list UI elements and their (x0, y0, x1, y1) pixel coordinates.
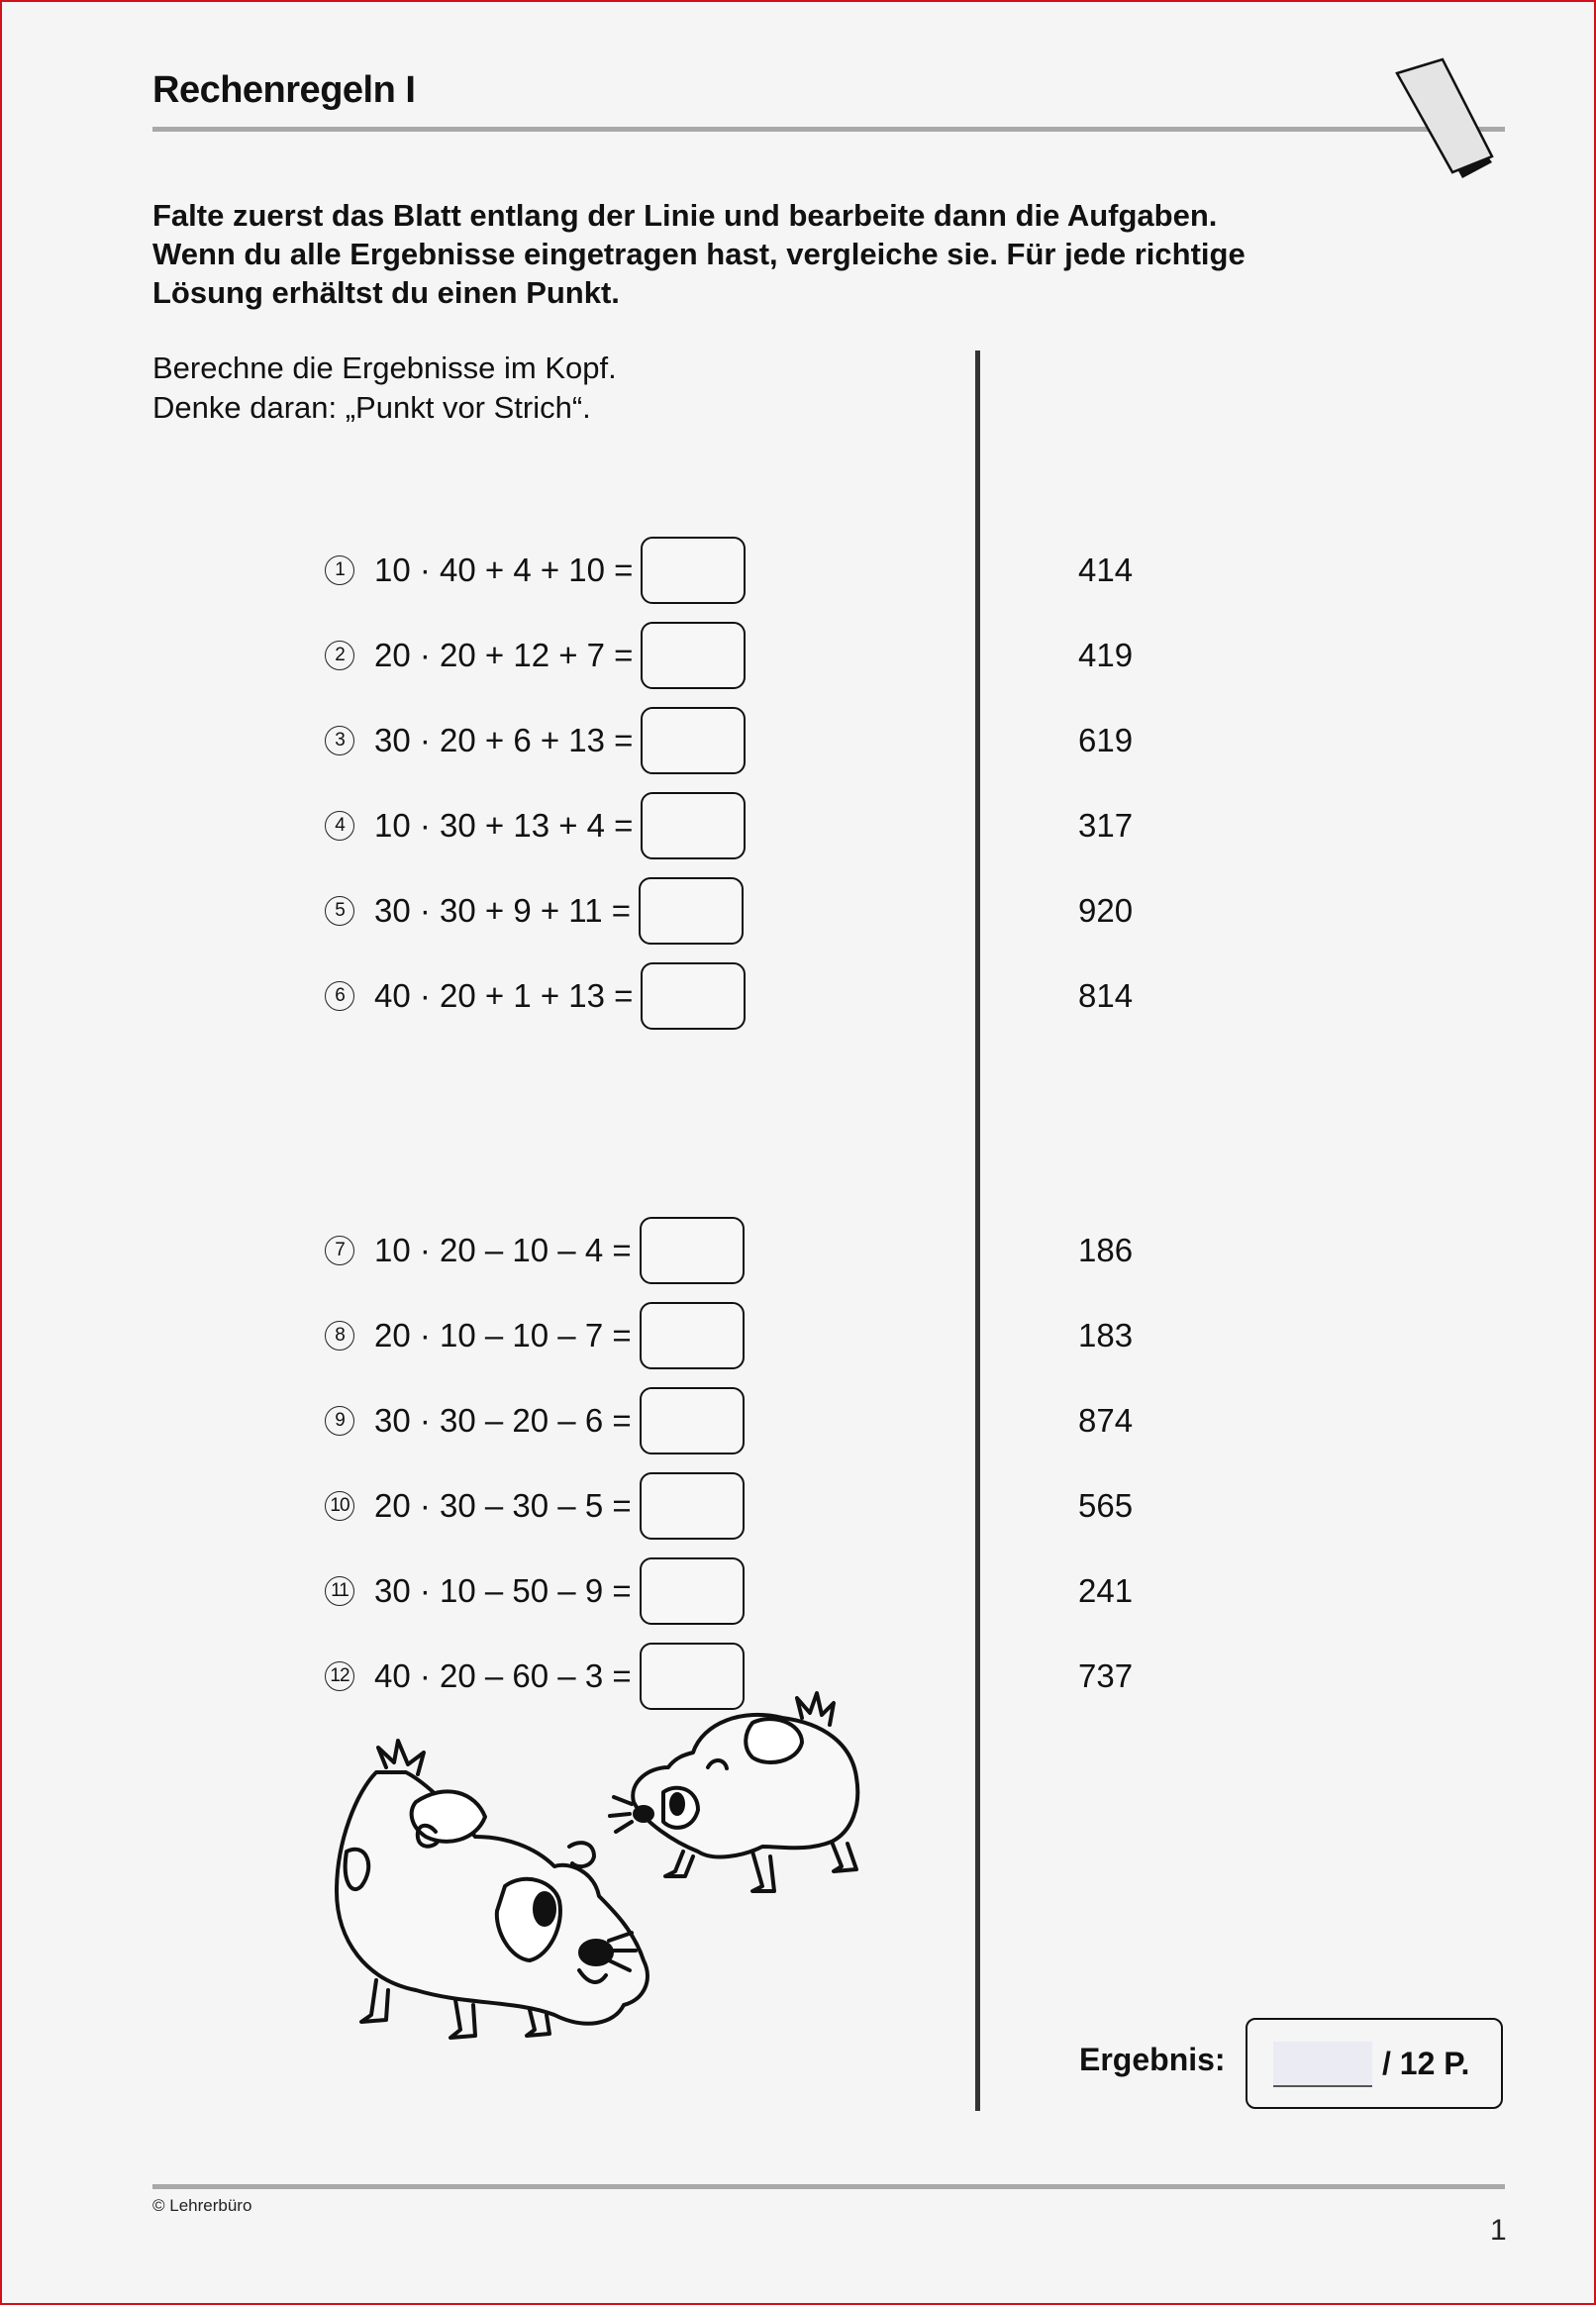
solution-value: 874 (1078, 1402, 1134, 1439)
result-label: Ergebnis: (1079, 2042, 1226, 2077)
answer-box[interactable] (640, 1472, 745, 1540)
page-number: 1 (1490, 2214, 1507, 2247)
exercise-row (325, 621, 746, 690)
exercise-expression: 10 · 30 + 13 + 4 = (374, 807, 634, 844)
instruction-line: Falte zuerst das Blatt entlang der Linie und bearbeite dann die Aufgaben. (152, 198, 1218, 233)
answer-box[interactable] (641, 792, 746, 859)
exercise-number: 6 (325, 981, 354, 1011)
exercise-number: 8 (325, 1321, 354, 1351)
exercise-row (325, 1216, 745, 1285)
task-line: Denke daran: „Punkt vor Strich“. (152, 390, 591, 425)
fold-marker-icon (1391, 57, 1500, 186)
exercise-expression: 30 · 10 – 50 – 9 = (374, 1572, 632, 1609)
exercise-expression: 10 · 20 – 10 – 4 = (374, 1232, 632, 1268)
solution-value: 317 (1078, 807, 1134, 844)
exercise-row (325, 706, 746, 775)
exercise-row (325, 791, 746, 860)
task-line: Berechne die Ergebnisse im Kopf. (152, 351, 617, 385)
result-box (1246, 2018, 1503, 2109)
page-title: Rechenregeln I (152, 69, 416, 111)
answer-box[interactable] (640, 1387, 745, 1454)
solution-value: 565 (1078, 1487, 1134, 1524)
exercise-expression: 20 · 10 – 10 – 7 = (374, 1317, 632, 1353)
exercise-expression: 30 · 30 + 9 + 11 = (374, 892, 632, 929)
exercise-expression: 30 · 20 + 6 + 13 = (374, 722, 634, 758)
solution-value: 419 (1078, 637, 1134, 673)
answer-box[interactable] (639, 877, 744, 945)
exercise-number: 1 (325, 555, 354, 585)
solution-value: 619 (1078, 722, 1134, 758)
answer-box[interactable] (641, 537, 746, 604)
exercise-row (325, 961, 746, 1031)
copyright: © Lehrerbüro (152, 2196, 252, 2215)
exercise-row (325, 1471, 745, 1541)
exercise-row (325, 1386, 745, 1455)
exercise-expression: 20 · 30 – 30 – 5 = (374, 1487, 632, 1524)
exercise-expression: 40 · 20 + 1 + 13 = (374, 977, 634, 1014)
exercise-row (325, 536, 746, 605)
task-description (152, 349, 617, 428)
exercise-number: 12 (325, 1661, 354, 1691)
answer-box[interactable] (641, 962, 746, 1030)
exercise-expression: 10 · 40 + 4 + 10 = (374, 551, 634, 588)
footer-rule (152, 2184, 1505, 2189)
result-max-points: / 12 P. (1382, 2046, 1470, 2081)
exercise-number: 3 (325, 726, 354, 755)
instruction-line: Wenn du alle Ergebnisse eingetragen hast, vergleiche sie. Für jede richtige (152, 237, 1246, 271)
instruction-line: Lösung erhältst du einen Punkt. (152, 275, 620, 310)
solution-value: 183 (1078, 1317, 1134, 1353)
exercise-number: 9 (325, 1406, 354, 1436)
instructions (152, 196, 1390, 312)
answer-box[interactable] (640, 1557, 745, 1625)
exercise-number: 10 (325, 1491, 354, 1521)
exercise-expression: 20 · 20 + 12 + 7 = (374, 637, 634, 673)
answer-box[interactable] (641, 707, 746, 774)
solution-value: 920 (1078, 892, 1134, 929)
exercise-number: 11 (325, 1576, 354, 1606)
exercise-number: 2 (325, 641, 354, 670)
score-input[interactable] (1273, 2042, 1372, 2087)
solution-value: 186 (1078, 1232, 1134, 1268)
exercise-expression: 30 · 30 – 20 – 6 = (374, 1402, 632, 1439)
exercise-expression: 40 · 20 – 60 – 3 = (374, 1657, 632, 1694)
exercise-number: 4 (325, 811, 354, 841)
exercise-row (325, 876, 744, 946)
exercise-row (325, 1301, 745, 1370)
solution-value: 241 (1078, 1572, 1134, 1609)
answer-box[interactable] (640, 1302, 745, 1369)
title-rule (152, 127, 1505, 132)
solution-value: 414 (1078, 551, 1134, 588)
answer-box[interactable] (640, 1217, 745, 1284)
solution-value: 814 (1078, 977, 1134, 1014)
fold-line (975, 351, 980, 2111)
exercise-number: 5 (325, 896, 354, 926)
solution-value: 737 (1078, 1657, 1134, 1694)
answer-box[interactable] (641, 622, 746, 689)
exercise-number: 7 (325, 1236, 354, 1265)
guinea-pig-illustration (317, 1673, 911, 2099)
exercise-row (325, 1556, 745, 1626)
